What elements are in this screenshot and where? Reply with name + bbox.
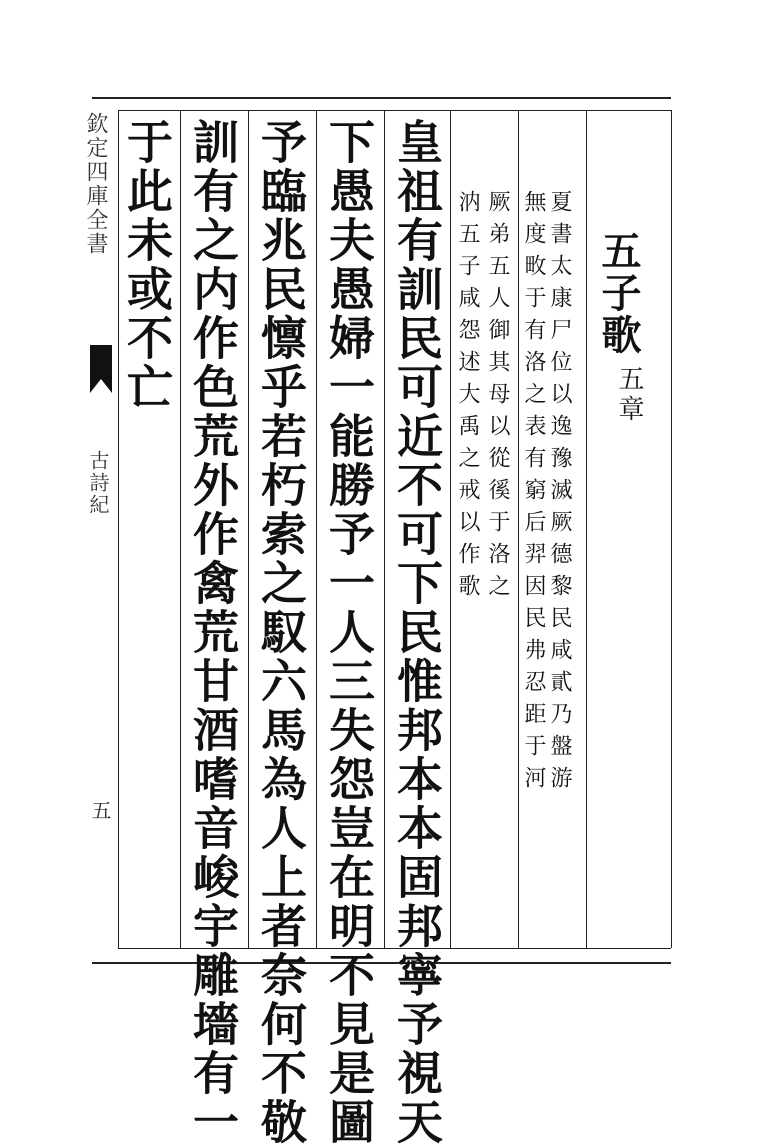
margin-section-title: 古詩紀 — [86, 450, 110, 516]
column-divider — [248, 110, 249, 948]
margin-book-title: 欽定四庫全書 — [83, 112, 108, 256]
verse-line: 訓有之内作色荒外作禽荒甘酒嗜音峻宇雕墻有一 — [186, 118, 240, 1147]
column-divider — [316, 110, 317, 948]
column-divider — [118, 110, 119, 948]
column-divider — [384, 110, 385, 948]
preface-line: 厥弟五人御其母以從徯于洛之 — [485, 190, 510, 606]
column-divider — [518, 110, 519, 948]
top-inner-rule — [118, 110, 671, 111]
column-divider — [671, 110, 672, 948]
column-divider — [586, 110, 587, 948]
verse-line: 皇祖有訓民可近不可下民惟邦本本固邦寧予視天 — [390, 118, 444, 1147]
verse-line: 予臨兆民懔乎若朽索之馭六馬為人上者奈何不敬 — [254, 118, 308, 1147]
bottom-border-rule — [92, 962, 671, 964]
column-divider — [450, 110, 451, 948]
poem-title: 五子歌 — [595, 230, 642, 356]
fishtail-mark-icon — [90, 345, 112, 393]
margin-page-number: 五 — [88, 800, 112, 820]
preface-line: 汭五子咸怨述大禹之戒以作歌 — [455, 190, 480, 606]
verse-line: 下愚夫愚婦一能勝予一人三失怨豈在明不見是圖 — [322, 118, 376, 1147]
poem-subtitle: 五章 — [614, 365, 644, 425]
verse-line: 于此未或不亡 — [120, 118, 174, 412]
preface-line: 夏書太康尸位以逸豫滅厥德黎民咸貳乃盤游 — [547, 190, 572, 798]
preface-line: 無度畋于有洛之表有窮后羿因民弗忍距于河 — [521, 190, 546, 798]
column-divider — [180, 110, 181, 948]
top-border-rule — [92, 97, 671, 99]
